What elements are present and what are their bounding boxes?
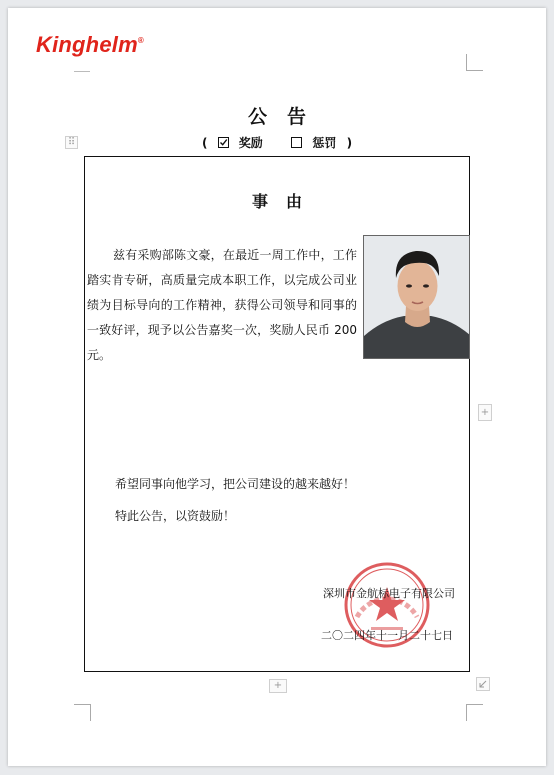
margin-marker-bottom-left [74, 704, 91, 721]
portrait-image [364, 236, 470, 359]
kinghelm-logo [36, 32, 144, 58]
content-table [84, 156, 470, 672]
employee-photo [363, 235, 470, 359]
closing-line-2: 特此公告，以资鼓励！ [115, 509, 236, 523]
open-paren: ( [201, 136, 208, 150]
margin-marker-bottom-right [466, 704, 483, 721]
resize-glyph [477, 678, 489, 690]
add-row-button[interactable]: + [269, 679, 287, 693]
section-heading: 事由 [251, 192, 320, 211]
notice-title: 公告 [247, 106, 326, 128]
close-paren: ) [346, 136, 353, 150]
margin-marker-top-left [74, 71, 90, 72]
reward-paragraph: 兹有采购部陈文豪，在最近一周工作中，工作踏实肯专研，高质量完成本职工作，以完成公司业绩为目标导向的工作精神，获得公司领导和同事的一致好评，现予以公告嘉奖一次，奖励人民币 200元。 [87, 248, 357, 362]
issue-date: 二〇二四年十一月二十七日 [321, 629, 453, 642]
add-column-button[interactable]: + [478, 404, 492, 421]
resize-icon[interactable] [476, 677, 490, 691]
reward-label: 奖励 [238, 136, 263, 150]
reward-checkbox[interactable] [218, 137, 229, 148]
margin-marker-top-right [466, 54, 483, 71]
closing-line-1: 希望同事向他学习，把公司建设的越来越好！ [115, 477, 356, 491]
notice-type-selector [8, 134, 546, 151]
document-page [8, 8, 546, 766]
drag-handle-icon[interactable]: ⠿ [65, 136, 78, 149]
logo-text: Kinghelm [36, 32, 138, 57]
penalty-label: 惩罚 [312, 136, 337, 150]
trademark-mark: ® [137, 36, 144, 45]
penalty-checkbox[interactable] [291, 137, 302, 148]
company-name: 深圳市金航标电子有限公司 [323, 587, 455, 600]
check-icon [219, 138, 228, 147]
